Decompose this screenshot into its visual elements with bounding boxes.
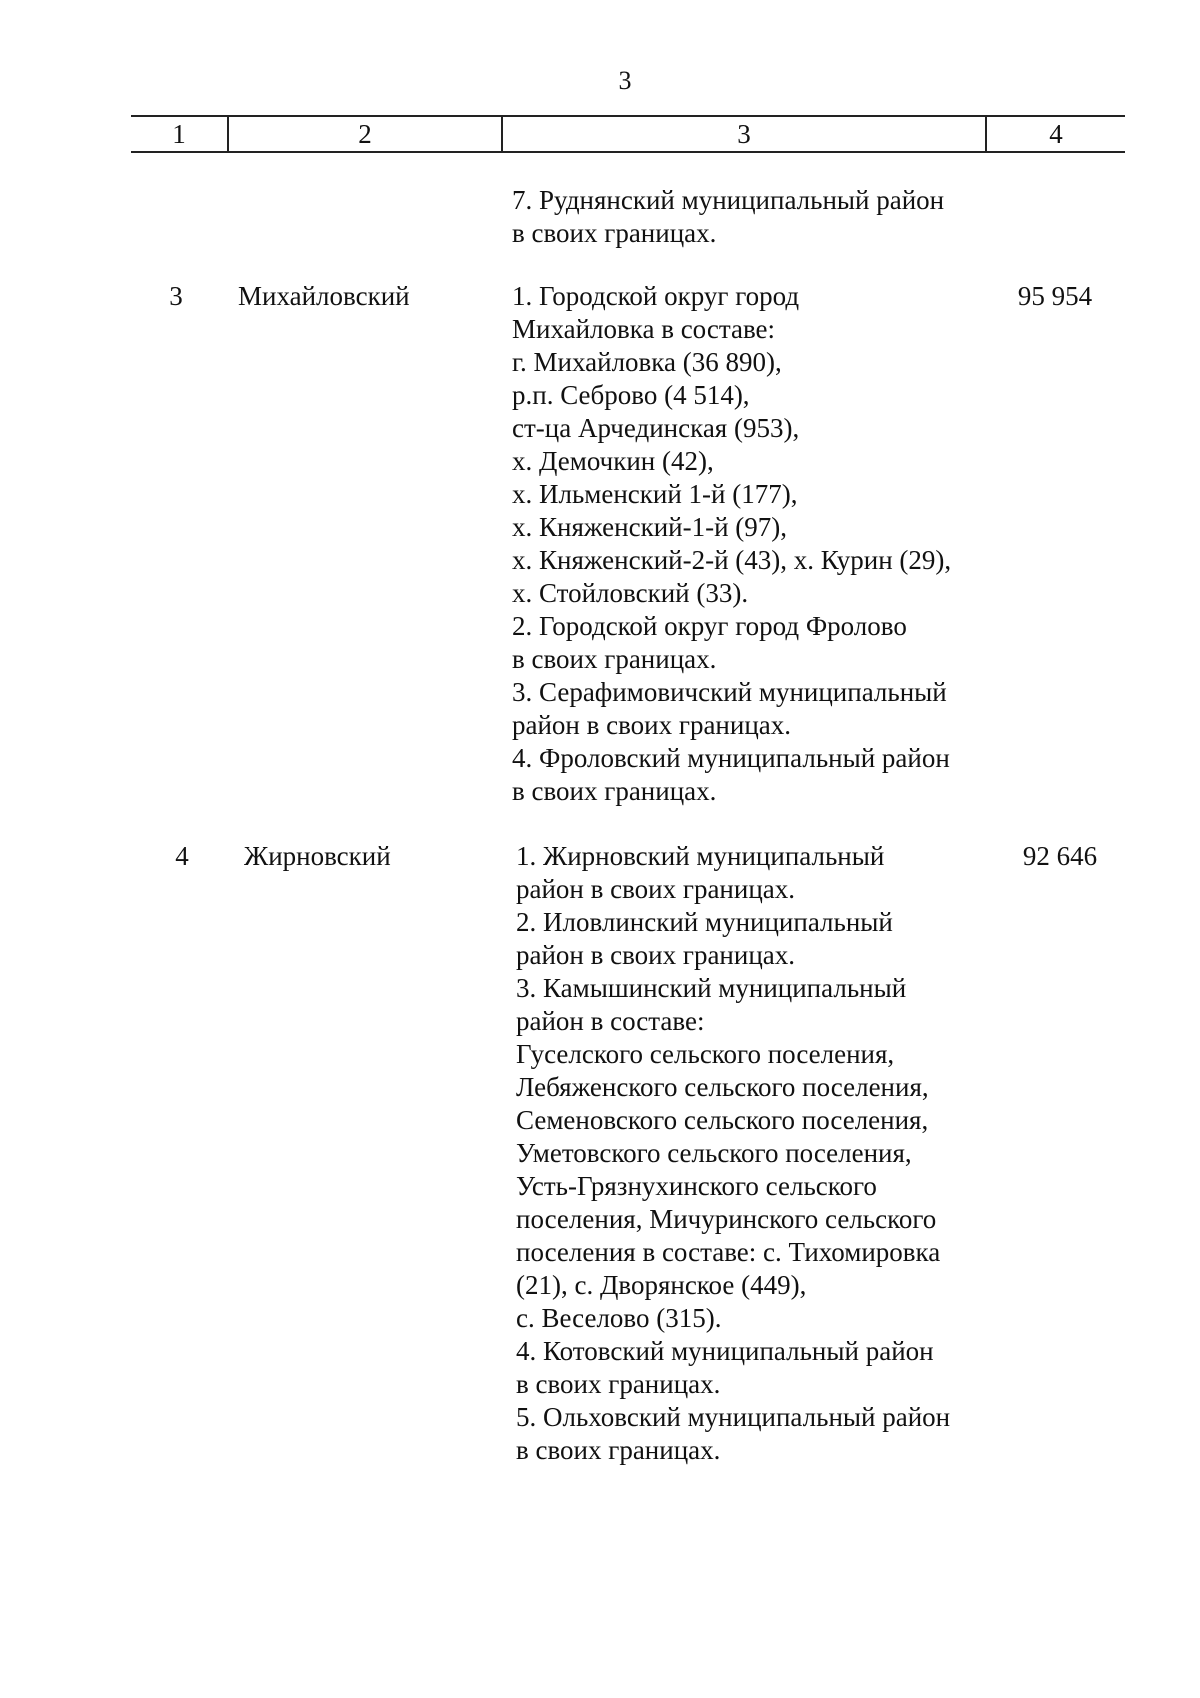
territory-line: х. Демочкин (42), — [512, 446, 714, 476]
territory-line: поселения, Мичуринского сельского — [516, 1204, 937, 1234]
territory-line: Уметовского сельского поселения, — [516, 1138, 912, 1168]
territory-line: (21), с. Дворянское (449), — [516, 1270, 807, 1300]
territory-line: в своих границах. — [512, 218, 717, 248]
territory-line: в своих границах. — [516, 1435, 721, 1465]
column-header-2: 2 — [227, 117, 501, 151]
territory-line: 4. Котовский муниципальный район — [516, 1336, 934, 1366]
territory-line: 1. Жирновский муниципальный — [516, 841, 885, 871]
population-value: 95 954 — [1017, 281, 1093, 311]
territory-line: х. Княженский-1-й (97), — [512, 512, 788, 542]
population-value: 92 646 — [1022, 841, 1098, 871]
territory-line: Лебяженского сельского поселения, — [516, 1072, 929, 1102]
territory-line: 1. Городской округ город — [512, 281, 800, 311]
territory-line: 3. Серафимовичский муниципальный — [512, 677, 947, 707]
territory-line: поселения в составе: с. Тихомировка — [516, 1237, 941, 1267]
table-header — [131, 115, 1125, 153]
territory-line: район в составе: — [516, 1006, 705, 1036]
territory-line: х. Ильменский 1-й (177), — [512, 479, 798, 509]
page-number: 3 — [618, 66, 632, 95]
territory-line: х. Стойловский (33). — [512, 578, 749, 608]
row-number: 3 — [169, 281, 183, 311]
territory-line: 5. Ольховский муниципальный район — [516, 1402, 951, 1432]
territory-line: район в своих границах. — [516, 874, 796, 904]
column-header-4: 4 — [985, 117, 1125, 151]
territory-line: Усть-Грязнухинского сельского — [516, 1171, 877, 1201]
territory-line: Семеновского сельского поселения, — [516, 1105, 929, 1135]
territory-line: ст-ца Арчединская (953), — [512, 413, 800, 443]
territory-line: район в своих границах. — [512, 710, 792, 740]
territory-line: район в своих границах. — [516, 940, 796, 970]
territory-line: Михайловка в составе: — [512, 314, 776, 344]
territory-line: х. Княженский-2-й (43), х. Курин (29), — [512, 545, 952, 575]
row-number: 4 — [175, 841, 189, 871]
territory-line: 3. Камышинский муниципальный — [516, 973, 907, 1003]
territory-list — [516, 840, 950, 1467]
territory-line: р.п. Себрово (4 514), — [512, 380, 750, 410]
territory-line: в своих границах. — [512, 776, 717, 806]
continuation-territory — [512, 184, 944, 250]
territory-line: 7. Руднянский муниципальный район — [512, 185, 945, 215]
territory-line: г. Михайловка (36 890), — [512, 347, 782, 377]
territory-line: в своих границах. — [516, 1369, 721, 1399]
territory-line: 4. Фроловский муниципальный район — [512, 743, 950, 773]
district-name: Михайловский — [238, 281, 410, 311]
district-name: Жирновский — [244, 841, 391, 871]
territory-list — [512, 280, 951, 808]
territory-line: Гуселского сельского поселения, — [516, 1039, 895, 1069]
territory-line: 2. Городской округ город Фролово — [512, 611, 907, 641]
territory-line: 2. Иловлинский муниципальный — [516, 907, 893, 937]
territory-line: с. Веселово (315). — [516, 1303, 722, 1333]
column-header-3: 3 — [501, 117, 985, 151]
column-header-1: 1 — [172, 119, 186, 149]
territory-line: в своих границах. — [512, 644, 717, 674]
